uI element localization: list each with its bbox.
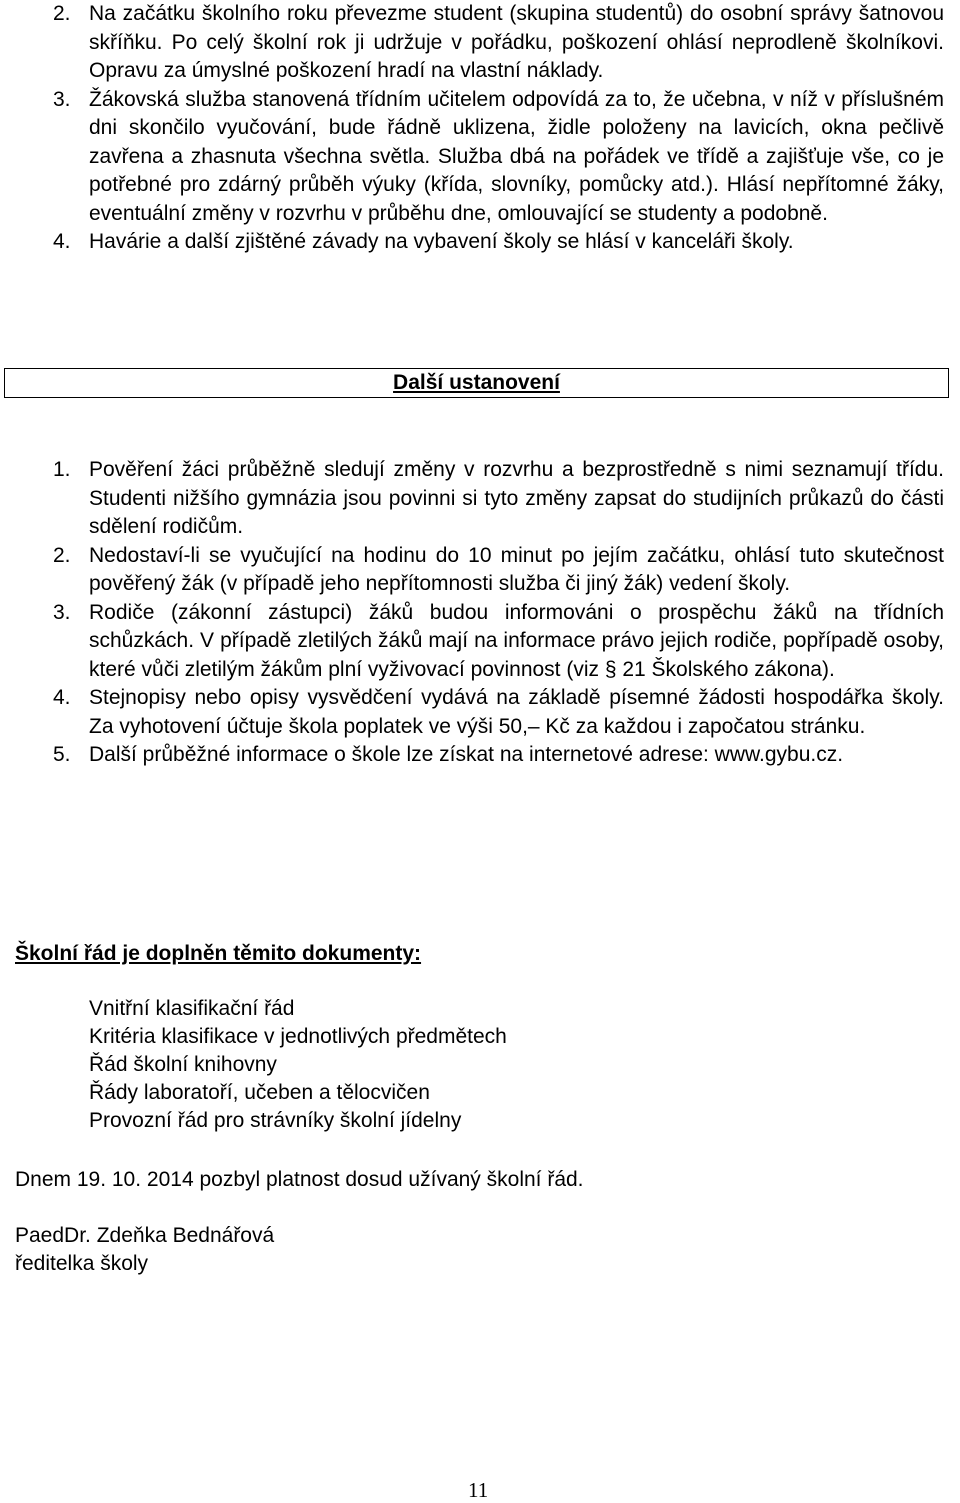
document-item: Řády laboratoří, učeben a tělocvičen [89, 1081, 430, 1104]
signatory-name: PaedDr. Zdeňka Bednářová [15, 1224, 275, 1247]
provision-item-2 [15, 542, 944, 599]
signature-block [15, 1222, 274, 1278]
provision-item-3 [15, 599, 944, 685]
page-number: 11 [468, 1478, 489, 1502]
list-number: 3. [53, 600, 71, 624]
list-number: 4. [53, 686, 71, 709]
document-item: Vnitřní klasifikační řád [89, 997, 295, 1020]
document-item: Provozní řád pro strávníky školní jídelny [89, 1109, 462, 1132]
intro-item-4 [15, 228, 944, 257]
list-item-text: Na začátku školního roku převezme student (skupina studentů) do osobní správy šatnovou skříňku. Po celý školní rok ji udržuje v pořádku, poškození ohlásí neprodleně školníkovi. Opravu za úmyslné poškození hradí na vlastní náklady. [89, 2, 944, 82]
documents-list [89, 995, 507, 1135]
list-item-text: Rodiče (zákonní zástupci) žáků budou informováni o prospěchu žáků na třídních schůzkách. V případě zletilých žáků mají na informace právo jejich rodiče, popřípadě osoby, které vůči zletilým žákům plní vyživovací povinnost (viz § 21 Školského zákona). [89, 600, 944, 681]
document-item: Kritéria klasifikace v jednotlivých předmětech [89, 1025, 507, 1048]
list-item-text: Havárie a další zjištěné závady na vybavení školy se hlásí v kanceláři školy. [89, 230, 794, 253]
list-number: 2. [53, 543, 71, 567]
signatory-role: ředitelka školy [15, 1252, 149, 1275]
list-item-text: Další průběžné informace o škole lze získat na internetové adrese: www.gybu.cz. [89, 743, 844, 766]
provision-item-1 [15, 456, 944, 542]
section-heading-box [4, 368, 949, 398]
list-item-text: Pověření žáci průběžně sledují změny v rozvrhu a bezprostředně s nimi seznamují třídu. Studenti nižšího gymnázia jsou povinni si tyto změny zapsat do studijních průkazů do části sdělení rodičům. [89, 458, 944, 538]
intro-list [15, 0, 944, 257]
list-number: 4. [53, 230, 71, 253]
intro-item-2 [15, 0, 944, 86]
intro-list-section [15, 0, 944, 257]
section-heading: Další ustanovení [393, 371, 560, 394]
intro-item-3 [15, 86, 944, 229]
documents-title: Školní řád je doplněn těmito dokumenty: [15, 942, 422, 965]
further-provisions-list [15, 456, 944, 770]
list-item-text: Nedostaví-li se vyučující na hodinu do 10 minut po jejím začátku, ohlásí tuto skutečnost pověřený žák (v případě jeho nepřítomnosti služba či jiný žák) vedení školy. [89, 543, 944, 595]
list-item-text: Stejnopisy nebo opisy vysvědčení vydává na základě písemné žádosti hospodářka školy. Za vyhotovení účtuje škola poplatek ve výši 50,– Kč za každou i započatou stránku. [89, 686, 944, 738]
document-item: Řád školní knihovny [89, 1053, 277, 1076]
list-number: 1. [53, 458, 71, 481]
further-provisions-section [15, 456, 944, 770]
list-item-text: Žákovská služba stanovená třídním učitelem odpovídá za to, že učebna, v níž v příslušném dni skončilo vyučování, bude řádně uklizena, židle položeny na lavicích, okna pečlivě zavřena a zhasnuta všechna světla. Služba dbá na pořádek ve třídě a zajišťuje vše, co je potřebné pro zdárný průběh výuky (křída, slovníky, pomůcky atd.). Hlásí nepřítomné žáky, eventuální změny v rozvrhu v průběhu dne, omlouvající se studenty a podobně. [89, 87, 944, 225]
list-number: 5. [53, 743, 71, 766]
list-number: 2. [53, 2, 71, 25]
provision-item-4 [15, 684, 944, 741]
validity-note: Dnem 19. 10. 2014 pozbyl platnost dosud užívaný školní řád. [15, 1168, 584, 1191]
provision-item-5 [15, 741, 944, 770]
list-number: 3. [53, 87, 71, 111]
